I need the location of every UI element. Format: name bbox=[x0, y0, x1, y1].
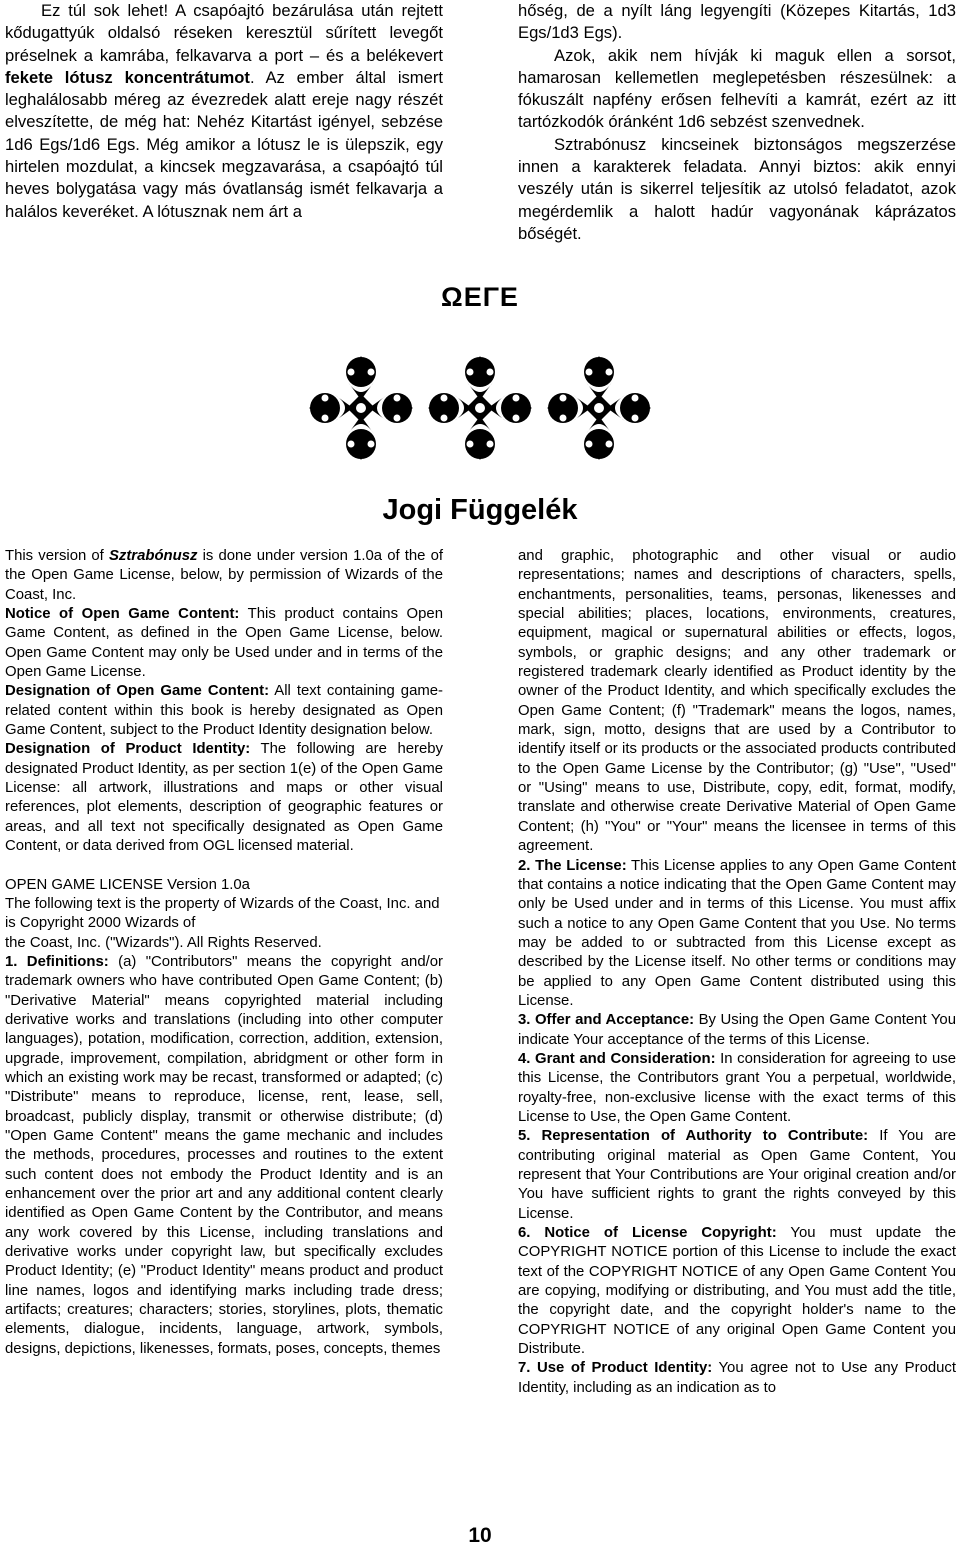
story-paragraph: hőség, de a nyílt láng legyengíti (Közepes Kitartás, 1d3 Egs/1d3 Egs). bbox=[518, 1, 956, 43]
emphasis-text: fekete lótusz koncentrátumot bbox=[5, 67, 250, 87]
ogl-definitions-continued: and graphic, photographic and other visual or audio representations; names and descriptions of characters, spells, enchantments, personalities, teams, personas, likenesses and special abilities; places, locations, environments, creatures, equipment, magical or supernatural abilities or effects, logos, symbols, or graphic designs; and any other trademark or registered trademark clearly identified as Product identity by the owner of the Product Identity, and which specifically excludes the Open Game Content; (f) "Trademark" means the logos, names, mark, sign, motto, designs that are used by a Contributor to identify itself or its products or the associated products contributed to the Open Game License by the Contributor; (g) "Use", "Used" or "Using" means to use, Distribute, copy, edit, format, modify, translate and otherwise create Derivative Material of Open Game Content; (h) "You" or "Your" means the licensee in terms of this agreement. bbox=[518, 548, 956, 855]
ogl-section-grant: 4. Grant and Consideration: In consideration for agreeing to use this License, the Contributors grant You a perpetual, worldwide, royalty-free, non-exclusive license with the exact terms of this License to Use, the Open Game Content. bbox=[518, 1050, 956, 1125]
ogc-designation: Designation of Open Game Content: All text containing game-related content within this book is hereby designated as Open Game Content, subject to the Product Identity designation below. bbox=[5, 683, 443, 739]
story-column-right bbox=[518, 0, 956, 245]
ogl-section-product-identity: 7. Use of Product Identity: You agree not to Use any Product Identity, including as an indication as to bbox=[518, 1360, 957, 1396]
ornament-title: ΩΕΓΕ bbox=[441, 282, 519, 312]
fleur-cross-ornament-icon bbox=[305, 352, 655, 472]
ogc-notice: Notice of Open Game Content: This product contains Open Game Content, as defined in the Open Game License, below. Open Game Content may only be Used under and in terms of the Open Game License. bbox=[5, 606, 443, 681]
appendix-title: Jogi Függelék bbox=[382, 494, 578, 526]
ogl-property-line: The following text is the property of Wizards of the Coast, Inc. and is Copyright 2000 Wizards of bbox=[5, 895, 440, 932]
product-identity-designation: Designation of Product Identity: The following are hereby designated Product Identity, as per section 1(e) of the Open Game License: all artwork, illustrations and maps or other visual references, plot elements, description of geographic features or areas, and all text not specifically designated as Open Game Content, or data derived from OGL licensed material. bbox=[5, 741, 443, 855]
ogl-section-copyright: 6. Notice of License Copyright: You must update the COPYRIGHT NOTICE portion of this License to include the exact text of the COPYRIGHT NOTICE of any Open Game Content You are copying, modifying or distributing, and You must add the title, the copyright date, and the copyright holder's name to the COPYRIGHT NOTICE of any original Open Game Content you Distribute. bbox=[518, 1225, 956, 1358]
product-name: Sztrabónusz bbox=[108, 548, 198, 564]
ogl-section-offer: 3. Offer and Acceptance: By Using the Open Game Content You indicate Your acceptance of the terms of this License. bbox=[518, 1012, 956, 1048]
legal-column-right bbox=[518, 547, 956, 1398]
ogl-title: OPEN GAME LICENSE Version 1.0a bbox=[5, 876, 250, 893]
ogl-rights-line: the Coast, Inc. ("Wizards"). All Rights Reserved. bbox=[5, 934, 322, 951]
story-column-left bbox=[5, 0, 443, 223]
ogl-section-license: 2. The License: This License applies to any Open Game Content that contains a notice indicating that the Open Game Content may only be Used under and in terms of this License. You must affix such a notice to any Open Game Content that you Use. No terms may be added to or subtracted from this License except as described by the License itself. No other terms or conditions may be applied to any Open Game Content distributed using this License. bbox=[518, 857, 956, 1009]
ogl-section-authority: 5. Representation of Authority to Contribute: If You are contributing original material as Open Game Content, You represent that Your Contributions are Your original creation and/or You have sufficient rights to grant the rights conveyed by this License. bbox=[518, 1128, 956, 1222]
ogl-section-definitions: 1. Definitions: (a) "Contributors" means the copyright and/or trademark owners who have contributed Open Game Content; (b) "Derivative Material" means copyrighted material including derivative works and translations (including into other computer languages), potation, modification, correction, addition, extension, upgrade, improvement, compilation, abridgment or other form in which an existing work may be recast, transformed or adapted; (c) "Distribute" means to reproduce, license, rent, lease, sell, broadcast, publicly display, transmit or otherwise distribute; (d) "Open Game Content" means the game mechanic and includes the methods, procedures, processes and routines to the extent such content does not embody the Product Identity and is an enhancement over the prior art and any additional content clearly identified as Open Game Content by the Contributor, and means any work covered by this License, including translations and derivative works under copyright law, but specifically excludes Product Identity; (e) "Product Identity" means product and product line names, logos and identifying marks including trade dress; artifacts; creatures; characters; stories, storylines, plots, thematic elements, dialogue, incidents, language, artwork, symbols, designs, depictions, likenesses, formats, poses, concepts, themes bbox=[5, 953, 443, 1357]
page-number: 10 bbox=[468, 1524, 492, 1547]
story-paragraph: Azok, akik nem hívják ki maguk ellen a sorsot, hamarosan kellemetlen meglepetésben részesülnek: a fókuszált napfény erősen felhevíti a kamrát, ezért az itt tartózkodók óránként 1d6 sebzést szenvednek. bbox=[518, 45, 956, 132]
legal-column-left bbox=[5, 547, 443, 1359]
version-statement: This version of Sztrabónusz is done under version 1.0a of the of the Open Game License, below, by permission of Wizards of the Coast, Inc. bbox=[5, 548, 443, 603]
story-paragraph: Ez túl sok lehet! A csapóajtó bezárulása után rejtett kődugattyúk oldalsó réseken keresztül sűrített levegőt préselnek a kamrába, felkavarva a port – és a belékevert fekete lótusz koncentrátumot. Az ember által ismert leghalálosabb méreg az évezredek alatt ereje nagy részét elveszítette, de még hat: Nehéz Kitartást igényel, sebzése 1d6 Egs/1d6 Egs. Még amikor a lótusz le is ülepszik, egy hirtelen mozdulat, a kincsek megzavarása, a csapóajtó túl heves bolygatása vagy más óvatlanság ismét felkavarja a halálos keveréket. A lótusznak nem árt a bbox=[5, 1, 443, 221]
story-paragraph: Sztrabónusz kincseinek biztonságos megszerzése innen a karakterek feladata. Annyi biztos: akik ennyi veszély után is sikerrel teljesítik az utolsó feladatot, azok megérdemlik a halott hadúr vagyonának káprázatos bőségét. bbox=[518, 134, 956, 243]
